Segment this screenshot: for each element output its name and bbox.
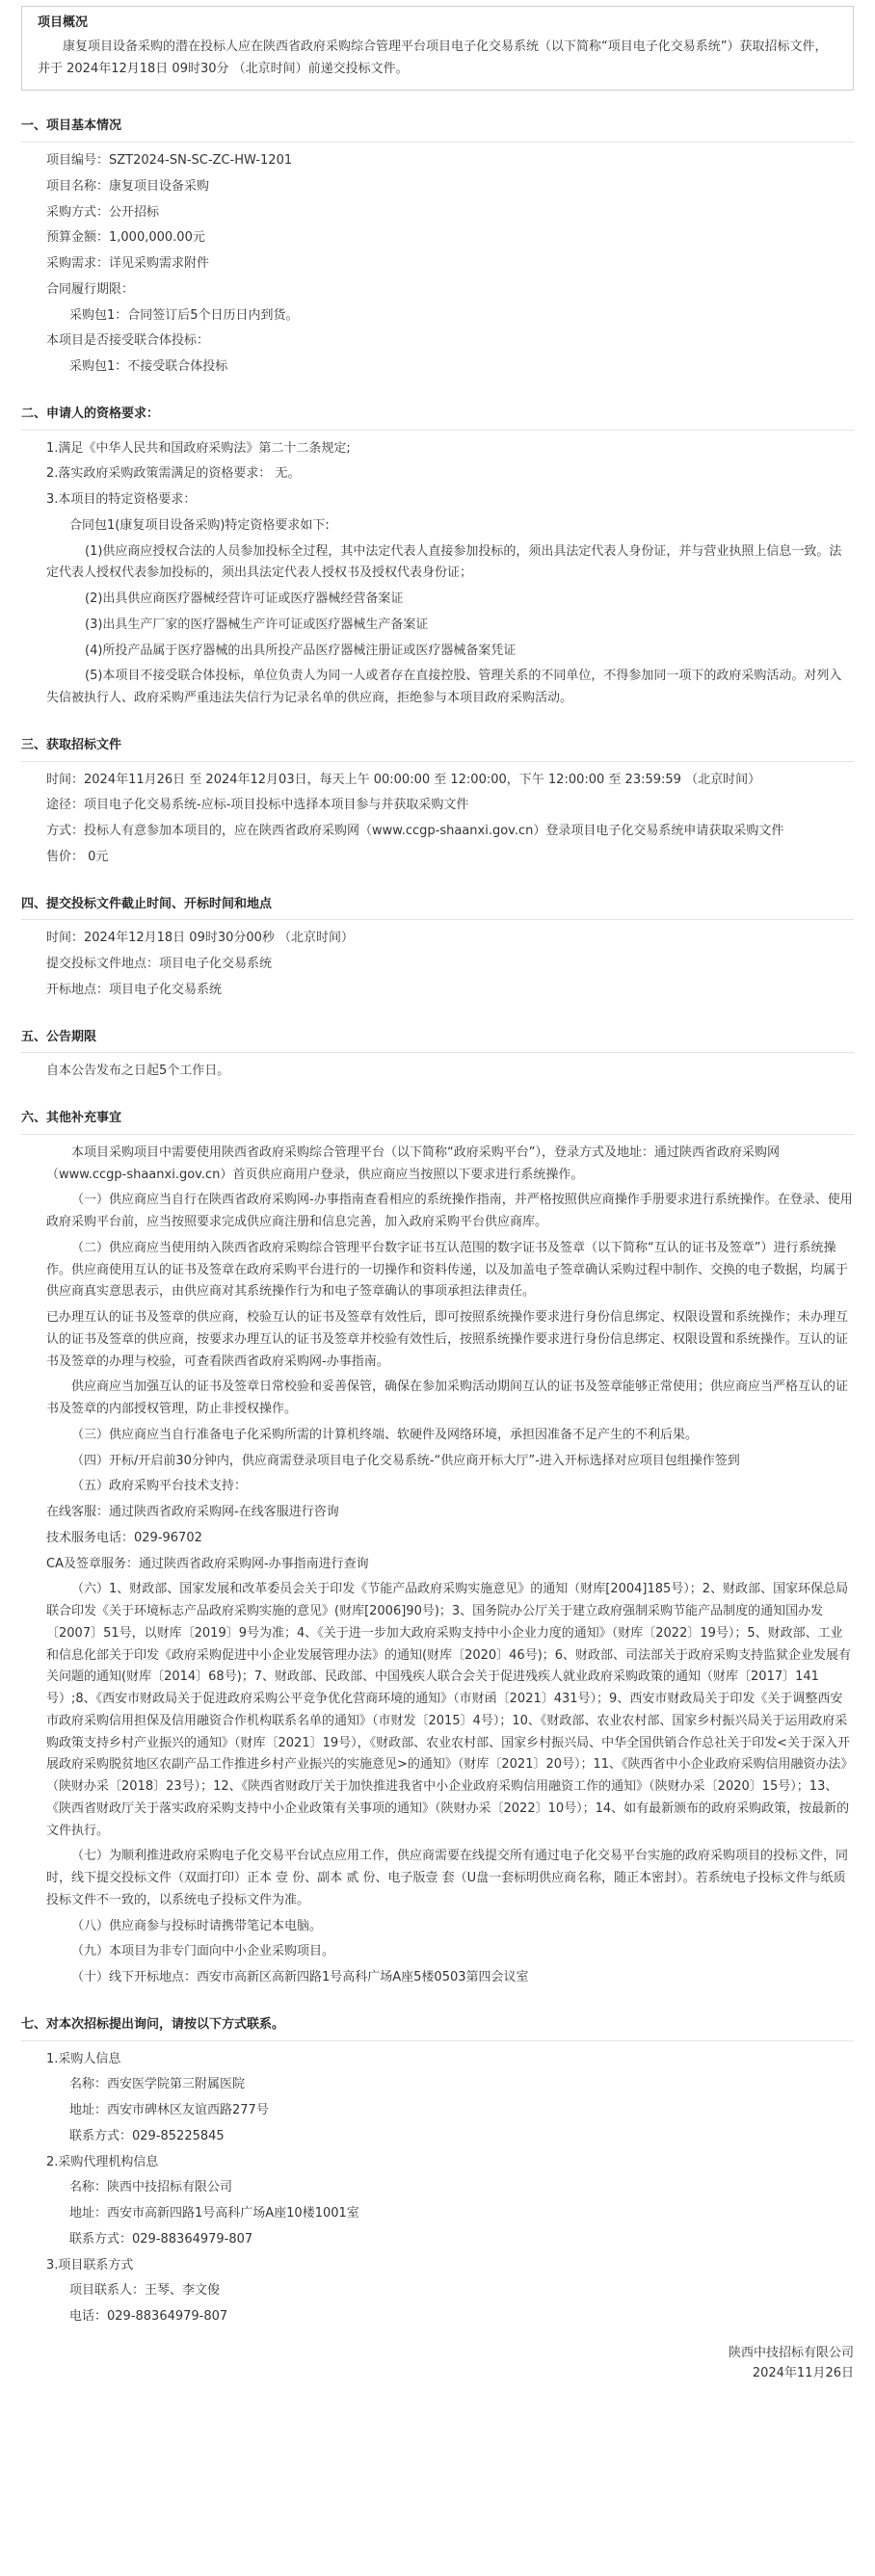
section-title: 七、对本次招标提出询问，请按以下方式联系。: [21, 2014, 854, 2041]
project-name: 项目名称：康复项目设备采购: [46, 178, 210, 194]
supplementary-item-9: （九）本项目为非专门面向中小企业采购项目。: [71, 1944, 335, 1959]
supplementary-item-2c: 供应商应当加强互认的证书及签章日常校验和妥善保管，确保在参加采购活动期间互认的证书及签章能够正常使用；供应商应当严格互认的证书及签章的内部授权管理，防止非授权操作。: [46, 1380, 849, 1416]
agency-address: 地址：西安市高新四路1号高科广场A座10楼1001室: [69, 2206, 359, 2221]
supplementary-item-2b: 已办理互认的证书及签章的供应商，校验互认的证书及签章有效性后，即可按照系统操作要求进行身份信息绑定、权限设置和系统操作；未办理互认的证书及签章的供应商，按要求办理互认的证书及签章并校验有效性后，按照系统操作要求进行身份信息绑定、权限设置和系统操作。互认的证书及签章的办理与校验，可查看陕西省政府采购网-办事指南。: [46, 1310, 849, 1369]
supplementary-intro: 本项目采购项目中需要使用陕西省政府采购综合管理平台（以下简称“政府采购平台”），登录方式及地址：通过陕西省政府采购网（www.ccgp-shaanxi.gov.cn）首页供应商用户登录，供应商应当按照以下要求进行系统操作。: [46, 1144, 780, 1182]
section-title: 五、公告期限: [21, 1027, 854, 1054]
obtain-route: 途径：项目电子化交易系统-应标-项目投标中选择本项目参与并获取采购文件: [46, 798, 469, 813]
qualification-item: 2.落实政府采购政策需满足的资格要求： 无。: [46, 466, 301, 482]
section-obtain-documents: [21, 735, 854, 869]
purchaser-phone: 联系方式：029-85225845: [69, 2128, 225, 2143]
agency-name: 名称：陕西中技招标有限公司: [69, 2180, 233, 2195]
section-deadline: [21, 894, 854, 1002]
section-title: 四、提交投标文件截止时间、开标时间和地点: [21, 894, 854, 921]
supplementary-item-1: （一）供应商应当自行在陕西省政府采购网-办事指南查看相应的系统操作指南，并严格按照供应商操作手册要求进行系统操作。在登录、使用政府采购平台前，应当按照要求完成供应商注册和信息完善，加入政府采购平台供应商库。: [46, 1193, 853, 1229]
agency-phone: 联系方式：029-88364979-807: [69, 2231, 253, 2247]
supplementary-item-7: （七）为顺利推进政府采购电子化交易平台试点应用工作，供应商需要在线提交所有通过电子化交易平台实施的政府采购项目的投标文件，同时，线下提交投标文件（双面打印）正本 壹 份、副本 贰 份、电子版壹 套（U盘一套标明供应商名称，随正本密封）。若系统电子投标文件与纸质投标文件不一致的，以系统电子投标文件为准。: [46, 1849, 849, 1907]
signature-block: [21, 2344, 854, 2384]
section-qualification: [21, 404, 854, 710]
package-joint-bid: 采购包1：不接受联合体投标: [69, 359, 228, 374]
joint-bid-label: 本项目是否接受联合体投标：: [46, 333, 210, 349]
requirement-2: (2)出具供应商医疗器械经营许可证或医疗器械经营备案证: [85, 591, 404, 606]
overview-title: 项目概况: [38, 15, 89, 30]
obtain-method: 方式：投标人有意参加本项目的，应在陕西省政府采购网（www.ccgp-shaanxi.gov.cn）登录项目电子化交易系统申请获取采购文件: [46, 824, 784, 838]
procurement-requirement: 采购需求：详见采购需求附件: [46, 256, 210, 271]
requirement-3: (3)出具生产厂家的医疗器械生产许可证或医疗器械生产备案证: [85, 617, 429, 632]
project-overview-box: [21, 6, 854, 91]
package-requirement-title: 合同包1(康复项目设备采购)特定资格要求如下:: [69, 517, 330, 533]
purchaser-name: 名称：西安医学院第三附属医院: [69, 2077, 246, 2092]
document-price: 售价： 0元: [46, 849, 109, 864]
requirement-4: (4)所投产品属于医疗器械的出具所投产品医疗器械注册证或医疗器械备案凭证: [85, 643, 517, 658]
contract-term-label: 合同履行期限：: [46, 281, 135, 297]
project-contact-person: 项目联系人：王琴、李文俊: [69, 2283, 221, 2299]
notice-period-text: 自本公告发布之日起5个工作日。: [46, 1064, 230, 1079]
requirement-5: (5)本项目不接受联合体投标，单位负责人为同一人或者存在直接控股、管理关系的不同单位，不得参加同一项下的政府采购活动。对列入失信被执行人、政府采购严重违法失信行为记录名单的供应商，拒绝参与本项目政府采购活动。: [46, 669, 842, 705]
purchaser-address: 地址：西安市碑林区友谊西路277号: [69, 2103, 269, 2117]
tech-support-phone: 技术服务电话：029-96702: [46, 1530, 202, 1545]
signature-org: 陕西中技招标有限公司: [728, 2345, 854, 2360]
agency-info-title: 2.采购代理机构信息: [46, 2154, 159, 2169]
project-contact-title: 3.项目联系方式: [46, 2257, 134, 2273]
supplementary-item-5: （五）政府采购平台技术支持：: [71, 1479, 248, 1494]
obtain-time: 时间：2024年11月26日 至 2024年12月03日，每天上午 00:00:00 至 12:00:00，下午 12:00:00 至 23:59:59 （北京时间）: [46, 772, 761, 787]
section-basic-info: [21, 116, 854, 379]
section-title: 二、申请人的资格要求：: [21, 404, 854, 431]
tech-support-online: 在线客服：通过陕西省政府采购网-在线客服进行咨询: [46, 1505, 339, 1519]
section-notice-period: [21, 1027, 854, 1084]
section-title: 三、获取招标文件: [21, 735, 854, 762]
signature-date: 2024年11月26日: [752, 2365, 854, 2380]
deadline-time: 时间：2024年12月18日 09时30分00秒 （北京时间）: [46, 931, 355, 946]
supplementary-item-6: （六）1、财政部、国家发展和改革委员会关于印发《节能产品政府采购实施意见》的通知（财库[2004]185号）；2、财政部、国家环保总局联合印发《关于环境标志产品政府采购实施的意见》(财库[2006]90号)；3、国务院办公厅关于建立政府强制采购节能产品制度的通知国办发〔2007〕51号，以财库〔2019〕9号为准；4、《关于进一步加大政府采购支持中小企业力度的通知》（财库〔2022〕19号）；5、财政部、工业和信息化部关于印发《政府采购促进中小企业发展管理办法》的通知(财库〔2020〕46号)；6、财政部、司法部关于政府采购支持监狱企业发展有关问题的通知(财库〔2014〕68号)；7、财政部、民政部、中国残疾人联合会关于促进残疾人就业政府采购政策的通知（财库〔2017〕141号）;8、《西安市财政局关于促进政府采购公平竞争优化营商环境的通知》（市财函〔2021〕431号）；9、西安市财政局关于印发《关于调整西安市政府采购信用担保及信用融资合作机构联系名单的通知》（市财发〔2015〕4号）；10、《财政部、农业农村部、国家乡村振兴局关于运用政府采购政策支持乡村产业振兴的通知》（财库〔2021〕19号），《财政部、农业农村部、国家乡村振兴局、中华全国供销合作总社关于印发<关于深入开展政府采购脱贫地区农副产品工作推进乡村产业振兴的实施意见>的通知》（财库〔2021〕20号）；11、《陕西省中小企业政府采购信用融资办法》（陕财办采〔2018〕23号）；12、《陕西省财政厅关于加快推进我省中小企业政府采购信用融资工作的通知》（陕财办采〔2020〕15号）；13、《陕西省财政厅关于落实政府采购支持中小企业政策有关事项的通知》（陕财办采〔2022〕10号）；14、如有最新颁布的政府采购政策，按最新的文件执行。: [46, 1582, 854, 1838]
purchaser-info-title: 1.采购人信息: [46, 2051, 121, 2066]
section-contact: [21, 2014, 854, 2328]
section-title: 一、项目基本情况: [21, 116, 854, 143]
section-supplementary: [21, 1108, 854, 1989]
project-contact-phone: 电话：029-88364979-807: [69, 2309, 228, 2324]
supplementary-item-3: （三）供应商应当自行准备电子化采购所需的计算机终端、软硬件及网络环境，承担因准备不足产生的不利后果。: [71, 1427, 699, 1442]
opening-location: 开标地点：项目电子化交易系统: [46, 982, 223, 997]
overview-text: 康复项目设备采购的潜在投标人应在陕西省政府采购综合管理平台项目电子化交易系统（以下简称“项目电子化交易系统”）获取招标文件，并于 2024年12月18日 09时30分 （北京时间）前递交投标文件。: [38, 39, 828, 76]
project-number: 项目编号：SZT2024-SN-SC-ZC-HW-1201: [46, 153, 293, 168]
supplementary-item-10: （十）线下开标地点：西安市高新区高新四路1号高科广场A座5楼0503第四会议室: [71, 1970, 529, 1985]
tech-support-ca: CA及签章服务：通过陕西省政府采购网-办事指南进行查询: [46, 1556, 369, 1571]
procurement-method: 采购方式：公开招标: [46, 204, 160, 220]
requirement-1: (1)供应商应授权合法的人员参加投标全过程，其中法定代表人直接参加投标的，须出具法定代表人身份证，并与营业执照上信息一致。法定代表人授权代表参加投标的，须出具法定代表人授权书及授权代表身份证；: [46, 543, 842, 581]
budget-amount: 预算金额：1,000,000.00元: [46, 230, 205, 246]
qualification-item: 3.本项目的特定资格要求：: [46, 492, 197, 507]
supplementary-item-8: （八）供应商参与投标时请携带笔记本电脑。: [71, 1918, 323, 1933]
submit-location: 提交投标文件地点：项目电子化交易系统: [46, 957, 273, 971]
qualification-item: 1.满足《中华人民共和国政府采购法》第二十二条规定;: [46, 440, 351, 456]
supplementary-item-4: （四）开标/开启前30分钟内，供应商需登录项目电子化交易系统-“供应商开标大厅”-进入开标选择对应项目包组操作签到: [71, 1453, 740, 1468]
section-title: 六、其他补充事宜: [21, 1108, 854, 1135]
package-term: 采购包1：合同签订后5个日历日内到货。: [69, 307, 299, 323]
supplementary-item-2: （二）供应商应当使用纳入陕西省政府采购综合管理平台数字证书互认范围的数字证书及签章（以下简称“互认的证书及签章”）进行系统操作。供应商使用互认的证书及签章在政府采购平台进行的一切操作和资料传递，以及加盖电子签章确认采购过程中制作、交换的电子数据，均属于供应商真实意思表示，由供应商对其系统操作行为和电子签章确认的事项承担法律责任。: [46, 1240, 849, 1300]
